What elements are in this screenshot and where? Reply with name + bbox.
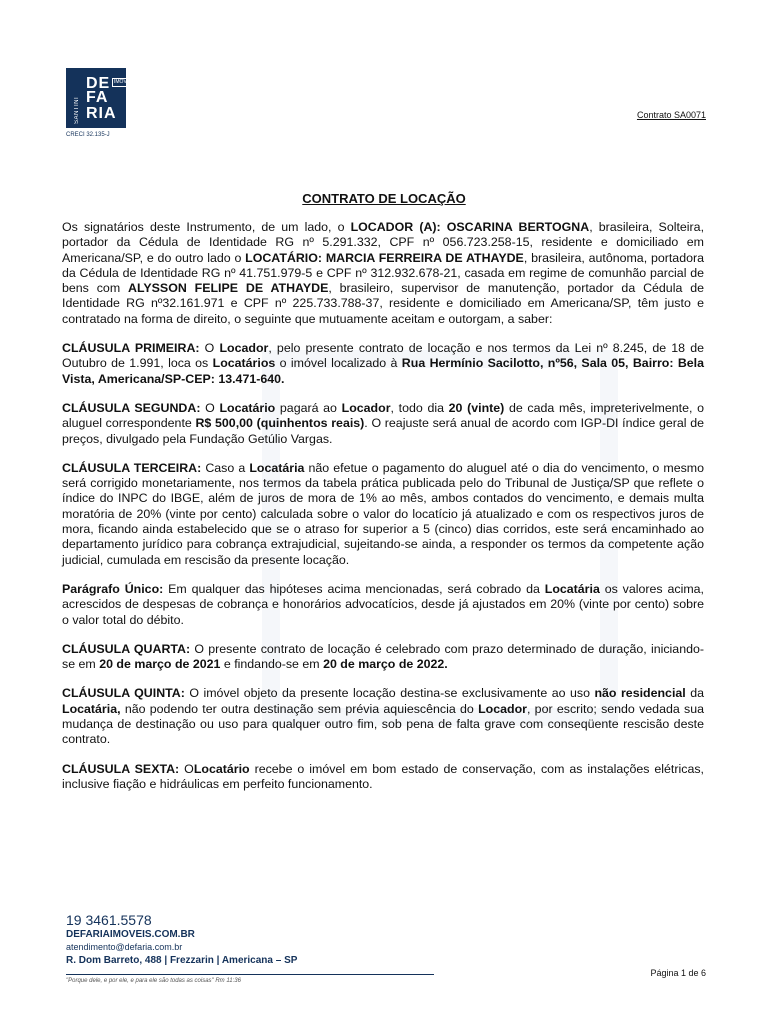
text: o imóvel localizado à [275, 356, 402, 371]
clause-heading: CLÁUSULA QUINTA: [62, 686, 185, 701]
text: , pelo presente contrato de locação e nos termos da Lei nº 8.245, de 18 de Outubro de 1.991, loca os [62, 341, 704, 371]
landlord-name: LOCADOR (A): OSCARINA BERTOGNA [350, 220, 590, 234]
text: , brasileira, autônoma, portadora da Cédula de Identidade RG nº 41.751.979-5 e CPF nº 312.932.678-21, casada em regime de comunhão parcial de bens com [62, 250, 704, 296]
clause-heading: CLÁUSULA QUARTA: [62, 641, 191, 656]
bold-text: Locatários [212, 356, 276, 371]
text: , por escrito; sendo vedada sua mudança de destinação ou uso para qualquer outro fim, sob pena de falta grave com conseqüente rescisão deste contrato. [62, 701, 704, 747]
clause-2 [62, 401, 704, 447]
text: da [685, 686, 705, 701]
clause-heading: CLÁUSULA SEGUNDA: [62, 400, 201, 415]
text: Os signatários deste Instrumento, de um lado, o [62, 220, 351, 234]
clause-3 [62, 461, 704, 568]
clause-1 [62, 341, 704, 387]
footer-phone: 19 3461.5578 [66, 912, 152, 928]
text: os valores acima, acrescidos de despesas de cobrança e honorários advocatícios, desde já ajustados em 20% (vinte por cento) sobre o valor total do débito. [62, 581, 704, 627]
text: O [199, 341, 220, 356]
logo-imoveis: IMÓVEIS [114, 79, 135, 85]
text: pagará ao [275, 400, 342, 415]
footer [66, 912, 434, 984]
text: não efetue o pagamento do aluguel até o dia do vencimento, o mesmo será corrigido monetariamente, nos termos da tabela prática publicada pelo do Tribunal de Justiça/SP que reflete o índice do INPC do IBGE, além de juros de mora de 1% ao mês, ambos contados do vencimento, e demais multa moratória de 20% (vinte por cento) calculada sobre o valor do locatício já atualizado e com os respectivos juros de mora, ficando ainda estabelecido que se o atraso for superior a 5 (cinco) dias corridos, este será encaminhado ao departamento jurídico para cobrança extrajudicial, sujeitando-se ainda, a responder os termos da competente ação judicial, cumulada em rescisão da presente locação. [62, 460, 704, 567]
text: não podendo ter outra destinação sem prévia aquiescência do [120, 701, 479, 716]
page-number: Página 1 de 6 [650, 968, 706, 978]
footer-email[interactable]: atendimento@defaria.com.br [66, 942, 183, 952]
end-date: 20 de março de 2022. [323, 657, 448, 672]
text: de cada mês, impreterivelmente, o aluguel correspondente [62, 400, 704, 431]
tenant-name: LOCATÁRIO: MARCIA FERREIRA DE ATHAYDE [245, 250, 524, 265]
due-day: 20 (vinte) [448, 400, 505, 415]
clause-heading: CLÁUSULA PRIMEIRA: [62, 341, 200, 356]
footer-divider [66, 974, 434, 975]
clause-heading: Parágrafo Único: [62, 581, 164, 596]
contract-code: Contrato SA0071 [636, 110, 706, 120]
creci-number: CRECI 32.135-J [66, 132, 110, 138]
company-logo [66, 68, 135, 128]
clause-6 [62, 762, 704, 793]
contract-body [62, 220, 704, 806]
clause-heading: CLÁUSULA SEXTA: [62, 761, 180, 776]
bold-text: Locatário [219, 400, 276, 415]
footer-address: R. Dom Barreto, 488 | Frezzarin | Americana – SP [66, 955, 298, 966]
text: , todo dia [390, 400, 449, 415]
text: , brasileira, Solteira, portador da Cédula de Identidade RG nº 5.291.332, CPF nº 056.723.258-15, residente e domiciliado em Americana/SP, e do outro lado o [62, 220, 705, 265]
parties-paragraph [62, 220, 704, 327]
bold-text: Locador [341, 400, 391, 415]
text: Caso a [201, 460, 250, 475]
bold-text: não residencial [594, 686, 686, 701]
text: O imóvel objeto da presente locação destina-se exclusivamente ao uso [184, 686, 595, 701]
text: O [200, 400, 220, 415]
document-title: CONTRATO DE LOCAÇÃO [302, 191, 466, 206]
footer-quote: "Porque dele, e por ele, e para ele são todas as coisas" Rm 11:36 [66, 978, 241, 984]
text: O presente contrato de locação é celebrado com prazo determinado de duração, iniciando-se em [62, 641, 704, 672]
text: e findando-se em [220, 657, 324, 672]
clause-4 [62, 642, 704, 673]
footer-website[interactable]: DEFARIAIMOVEIS.COM.BR [66, 929, 195, 940]
property-address: Rua Hermínio Sacilotto, nº56, Sala 05, Bairro: Bela Vista, Americana/SP-CEP: 13.471-640. [62, 356, 705, 386]
bold-text: Locatário [193, 761, 250, 776]
bold-text: Locador [478, 701, 527, 716]
bold-text: Locatária, [62, 701, 121, 716]
sole-paragraph [62, 582, 704, 628]
rent-amount: R$ 500,00 (quinhentos reais) [195, 416, 365, 431]
text: . O reajuste será anual de acordo com IGP-DI índice geral de preços, divulgado pela Fundação Getúlio Vargas. [62, 416, 704, 446]
clause-5 [62, 686, 704, 747]
text: recebe o imóvel em bom estado de conservação, com as instalações elétricas, inclusive fiação e hidráulicas em perfeito funcionamento. [62, 761, 704, 791]
clause-heading: CLÁUSULA TERCEIRA: [62, 460, 202, 475]
logo-ria: RIA [86, 105, 117, 122]
bold-text: Locatária [544, 581, 600, 596]
text: O [179, 761, 194, 776]
logo-de: DE [86, 75, 111, 92]
bold-text: Locador [219, 341, 269, 356]
bold-text: Locatária [249, 460, 305, 475]
start-date: 20 de março de 2021 [99, 657, 221, 672]
spouse-name: ALYSSON FELIPE DE ATHAYDE [128, 281, 329, 296]
logo-side-text: SANTINI [74, 96, 80, 124]
logo-fa: FA [86, 89, 109, 106]
text: , brasileiro, supervisor de manutenção, portador da Cédula de Identidade RG nº32.161.971 e CPF nº 225.733.788-37, residente e domiciliado em Americana/SP, têm justo e contratado na forma de direito, o seguinte que mutuamente aceitam e outorgam, a saber: [62, 281, 704, 326]
text: Em qualquer das hipóteses acima mencionadas, será cobrado da [163, 581, 545, 596]
